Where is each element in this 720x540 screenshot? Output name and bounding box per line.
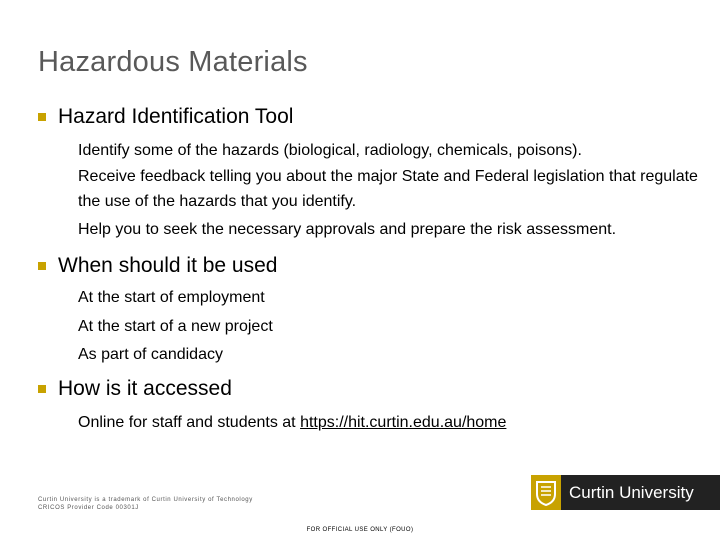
footer-cricos: CRICOS Provider Code 00301J: [38, 505, 139, 511]
slide-title: Hazardous Materials: [38, 46, 308, 78]
bullet-marker: [38, 113, 46, 121]
logo-name: Curtin University: [569, 482, 694, 502]
classification-label: FOR OFFICIAL USE ONLY (FOUO): [306, 527, 414, 533]
bullet-marker: [38, 262, 46, 270]
bullet-marker: [38, 385, 46, 393]
section-heading-hazard-tool: [38, 105, 293, 129]
list-item: Help you to seek the necessary approvals and prepare the risk assessment.: [78, 221, 617, 238]
list-item: Identify some of the hazards (biological, radiology, chemicals, poisons).: [78, 142, 582, 159]
list-item: At the start of a new project: [78, 318, 273, 335]
curtin-logo: [531, 475, 720, 510]
section-heading-label: Hazard Identification Tool: [58, 105, 294, 128]
access-line: [78, 410, 698, 435]
section-heading-label: How is it accessed: [58, 377, 232, 400]
list-item: As part of candidacy: [78, 346, 223, 363]
list-item: Receive feedback telling you about the major State and Federal legislation that regulate the use of the hazards that you identify.: [78, 168, 698, 210]
section-heading-how-accessed: [38, 377, 232, 401]
footer-trademark: Curtin University is a trademark of Curtin University of Technology: [38, 497, 253, 503]
access-link[interactable]: https://hit.curtin.edu.au/home: [300, 414, 507, 431]
footer-legal: [38, 496, 253, 512]
section-heading-when-used: [38, 254, 277, 278]
crest-icon: [531, 475, 561, 510]
access-text: Online for staff and students at: [78, 414, 301, 431]
list-item: At the start of employment: [78, 289, 265, 306]
section-heading-label: When should it be used: [58, 254, 278, 277]
